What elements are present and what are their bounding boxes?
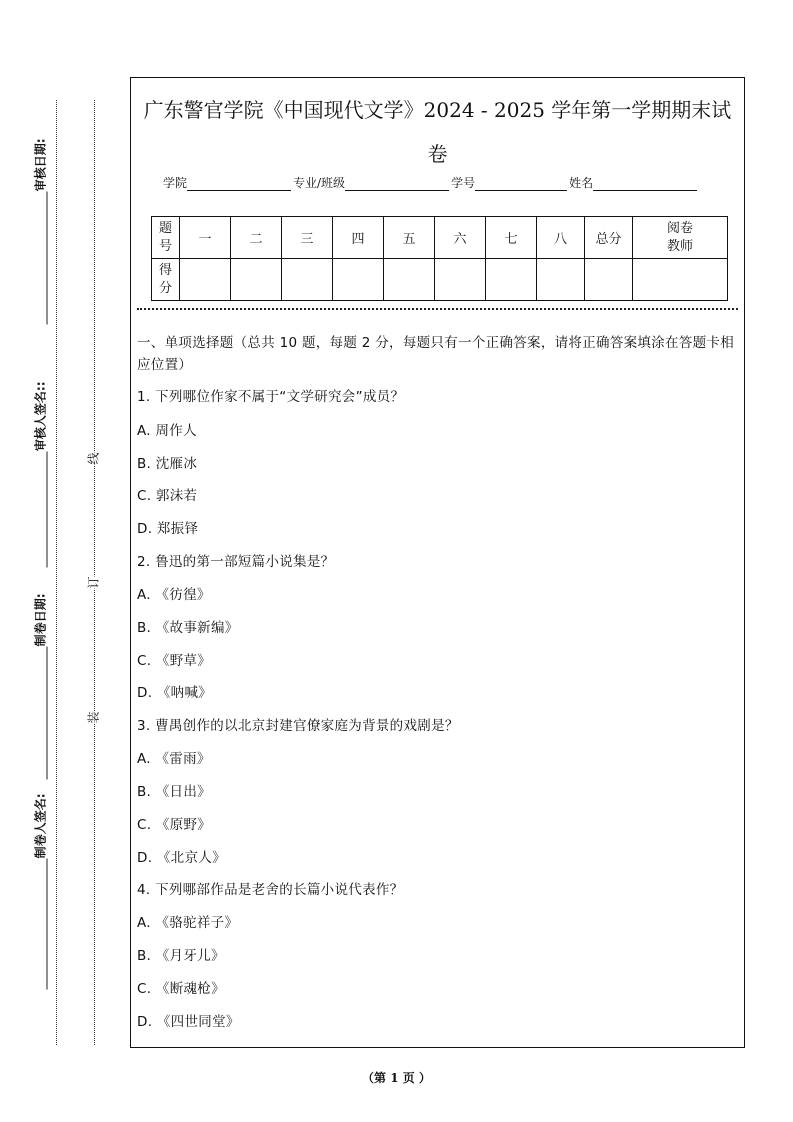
- question-option: A. 《雷雨》: [137, 751, 211, 767]
- score-cell[interactable]: [282, 259, 333, 301]
- question-option: D. 《四世同堂》: [137, 1014, 240, 1030]
- maker-sign-field[interactable]: [32, 794, 49, 994]
- binding-char-install: 装: [83, 711, 104, 723]
- binding-char-order: 订: [83, 576, 104, 588]
- question-option: A. 周作人: [137, 423, 197, 439]
- score-table-score-row: [152, 259, 728, 301]
- major-label: 专业/班级: [293, 176, 346, 190]
- score-table: [151, 216, 728, 301]
- binding-dotted-line: [94, 100, 95, 1045]
- question-stem: 4. 下列哪部作品是老舍的长篇小说代表作？: [137, 882, 404, 898]
- question-option: C. 《断魂枪》: [137, 981, 225, 997]
- score-cell[interactable]: [435, 259, 486, 301]
- reviewer-sign-field[interactable]: [32, 382, 49, 572]
- score-cell[interactable]: [180, 259, 231, 301]
- maker-sign-label: 制卷人签名:: [33, 793, 48, 859]
- name-field[interactable]: [593, 177, 697, 191]
- row-header-question: 题号: [152, 217, 180, 259]
- binding-char-line: 线: [83, 452, 104, 464]
- col-header: 总分: [585, 217, 633, 259]
- reviewer-sign-label: 审核人签名::: [33, 381, 48, 452]
- binding-margin: [0, 0, 125, 1122]
- question-option: B. 《月牙儿》: [137, 948, 225, 964]
- col-header: 六: [435, 217, 486, 259]
- col-header: 四: [333, 217, 384, 259]
- exam-paper: [130, 77, 745, 1048]
- college-field[interactable]: [187, 177, 291, 191]
- college-label: 学院: [163, 176, 188, 190]
- question-option: C. 《野草》: [137, 653, 212, 669]
- exam-title-line1: 广东警官学院《中国现代文学》2024 - 2025 学年第一学期期末试: [143, 98, 732, 122]
- col-header: 一: [180, 217, 231, 259]
- make-date-field[interactable]: [32, 594, 49, 784]
- question-option: D. 《呐喊》: [137, 685, 213, 701]
- question-option: D. 郑振铎: [137, 521, 199, 537]
- score-cell[interactable]: [537, 259, 585, 301]
- score-cell[interactable]: [384, 259, 435, 301]
- col-header: 三: [282, 217, 333, 259]
- dotted-separator: [137, 308, 738, 310]
- col-header: 八: [537, 217, 585, 259]
- review-date-label: 审核日期:: [33, 138, 48, 192]
- score-cell[interactable]: [231, 259, 282, 301]
- col-header: 二: [231, 217, 282, 259]
- make-date-label: 制卷日期:: [33, 593, 48, 647]
- student-id-field[interactable]: [475, 177, 567, 191]
- major-field[interactable]: [345, 177, 449, 191]
- page-number: （第 1 页 ）: [362, 1071, 431, 1085]
- question-stem: 2. 鲁迅的第一部短篇小说集是？: [137, 554, 335, 570]
- question-option: B. 沈雁冰: [137, 456, 198, 472]
- score-cell[interactable]: [486, 259, 537, 301]
- question-option: C. 《原野》: [137, 817, 212, 833]
- col-header: 七: [486, 217, 537, 259]
- col-header: 五: [384, 217, 435, 259]
- name-label: 姓名: [569, 176, 594, 190]
- binding-dotted-line: [56, 100, 57, 1045]
- question-option: B. 《日出》: [137, 784, 211, 800]
- exam-title-line2: 卷: [427, 142, 448, 166]
- score-cell[interactable]: [333, 259, 384, 301]
- question-option: A. 《彷徨》: [137, 587, 211, 603]
- student-info-row: [163, 174, 699, 191]
- question-option: B. 《故事新编》: [137, 620, 239, 636]
- question-option: C. 郭沫若: [137, 488, 198, 504]
- review-date-field[interactable]: [32, 139, 49, 329]
- question-stem: 3. 曹禺创作的以北京封建官僚家庭为背景的戏剧是？: [137, 718, 459, 734]
- exam-title: [131, 88, 744, 176]
- section1-heading: 一、单项选择题（总共 10 题，每题 2 分，每题只有一个正确答案，请将正确答案填涂在答题卡相应位置）: [137, 335, 735, 373]
- question-option: A. 《骆驼祥子》: [137, 915, 239, 931]
- score-cell[interactable]: [633, 259, 728, 301]
- student-id-label: 学号: [451, 176, 476, 190]
- question-stem: 1. 下列哪位作家不属于“文学研究会”成员？: [137, 389, 405, 405]
- row-header-score: 得分: [152, 259, 180, 301]
- question-option: D. 《北京人》: [137, 850, 226, 866]
- score-cell[interactable]: [585, 259, 633, 301]
- col-header: 阅卷教师: [633, 217, 728, 259]
- score-table-header-row: [152, 217, 728, 259]
